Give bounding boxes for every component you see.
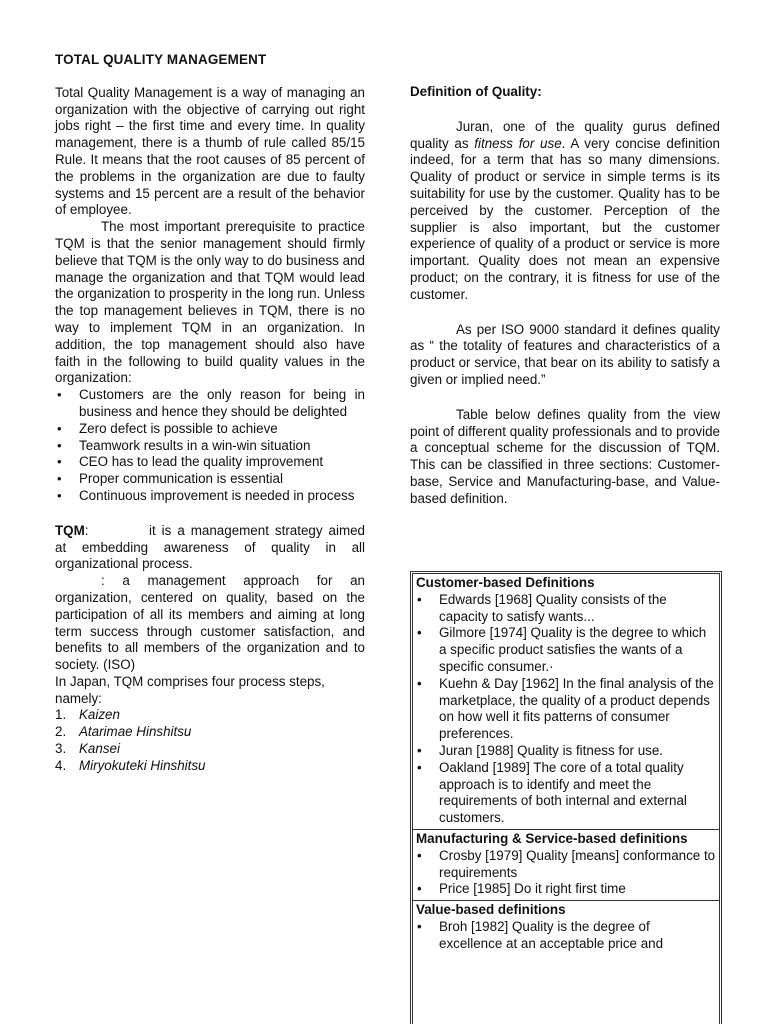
definition-heading: Definition of Quality:	[410, 84, 542, 99]
manufacturing-based-section	[413, 830, 719, 901]
list-item: 3. Kansei	[55, 741, 120, 757]
value-definitions-list	[416, 919, 716, 953]
process-steps-list	[55, 707, 365, 774]
list-item: • Juran [1988] Quality is fitness for use.	[416, 743, 716, 760]
intro-paragraph: Total Quality Management is a way of managing an organization with the objective of carrying out right jobs right – the first time and every time. In quality management, there is a thumb of rule called 85/15 Rule. It means that the root causes of 85 percent of the problems in the organization are due to faulty systems and 15 percent are a result of the behavior of employee.	[55, 84, 365, 218]
japan-intro: In Japan, TQM comprises four process steps, namely:	[55, 673, 325, 706]
section-heading: Value-based definitions	[416, 902, 566, 918]
list-item: • Broh [1982] Quality is the degree of excellence at an acceptable price and	[416, 919, 716, 953]
quality-values-list	[55, 387, 365, 505]
left-column	[55, 52, 365, 775]
value-based-section	[413, 901, 719, 954]
manufacturing-definitions-list	[416, 848, 716, 898]
iso-paragraph: As per ISO 9000 standard it defines quality as “ the totality of features and characteristics of a product or service, that bear on its ability to satisfy a given or implied need.”	[410, 321, 720, 387]
section-heading: Customer-based Definitions	[416, 575, 595, 590]
list-item: • Continuous improvement is needed in process	[55, 488, 365, 505]
list-item: • Gilmore [1974] Quality is the degree to which a specific product satisfies the wants of a specific consumer.·	[416, 625, 716, 675]
list-item: • CEO has to lead the quality improvement	[55, 454, 365, 471]
tqm-definition-2: : a management approach for an organization, centered on quality, based on the participation of all its members and aiming at long term success through customer satisfaction, and benefits to all members of the organization and to society. (ISO)	[55, 573, 365, 673]
right-column	[410, 84, 720, 508]
list-item: • Kuehn & Day [1962] In the final analysis of the marketplace, the quality of a product depends on how well it fits patterns of consumer preferences.	[416, 676, 716, 743]
list-item: • Crosby [1979] Quality [means] conformance to requirements	[416, 848, 716, 882]
list-item: 1. Kaizen	[55, 707, 120, 723]
customer-based-section	[413, 574, 719, 830]
list-item: • Price [1985] Do it right first time	[416, 881, 716, 898]
list-item: • Customers are the only reason for being in business and hence they should be delighted	[55, 387, 365, 421]
list-item: • Proper communication is essential	[55, 471, 365, 488]
table-intro-paragraph: Table below defines quality from the view point of different quality professionals and to provide a conceptual scheme for the discussion of TQM. This can be classified in three sections: Customer-base, Service and Manufacturing-base, and Value-based definition.	[410, 406, 720, 506]
prerequisite-paragraph: The most important prerequisite to practice TQM is that the senior management should firmly believe that TQM is the only way to do business and manage the organization and that TQM would lead the organization to prosperity in the long run. Unless the top management believes in TQM, there is no way to implement TQM in an organization. In addition, the top management should also have faith in the following to build quality values in the organization:	[55, 219, 365, 386]
tqm-definition-block	[55, 523, 365, 775]
list-item: • Teamwork results in a win-win situation	[55, 438, 365, 455]
tqm-label: TQM:	[55, 522, 89, 538]
list-item: 4. Miryokuteki Hinshitsu	[55, 757, 206, 773]
list-item: • Zero defect is possible to achieve	[55, 421, 365, 438]
customer-definitions-list	[416, 592, 716, 827]
tqm-definition-1: it is a management strategy aimed at embedding awareness of quality in all organizational process.	[55, 522, 365, 572]
list-item: 2. Atarimae Hinshitsu	[55, 724, 192, 740]
section-heading: Manufacturing & Service-based definitions	[416, 830, 688, 846]
juran-paragraph: Juran, one of the quality gurus defined quality as fitness for use. A very concise definition indeed, for a term that has so many dimensions. Quality of product or service in simple terms is its suitability for use by the customer. Quality has to be perceived by the customer. Perception of the supplier is also important, but the customer experience of quality of a product or service is more important. Quality does not mean an expensive product; on the contrary, it is fitness for use of the customer.	[410, 118, 721, 302]
list-item: • Edwards [1968] Quality consists of the capacity to satisfy wants...	[416, 592, 716, 626]
list-item: • Oakland [1989] The core of a total quality approach is to identify and meet the requirements of both internal and external customers.	[416, 760, 716, 827]
document-title: TOTAL QUALITY MANAGEMENT	[55, 52, 267, 67]
quality-definitions-table	[410, 571, 722, 1024]
